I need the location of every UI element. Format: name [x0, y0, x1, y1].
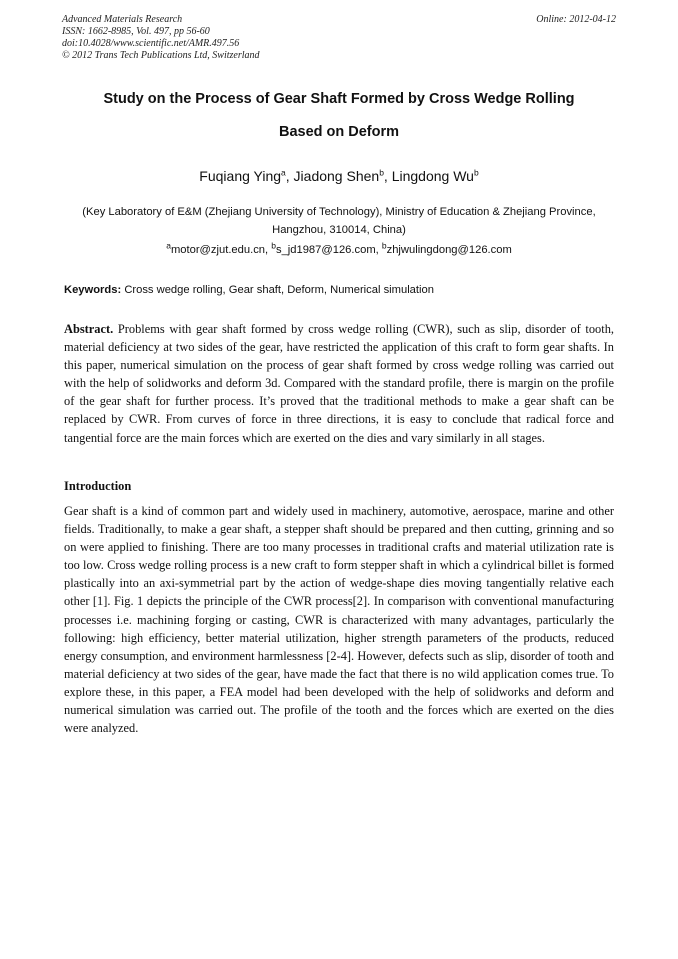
author-list — [40, 168, 638, 184]
introduction-heading: Introduction — [64, 479, 132, 493]
paper-title-line1: Study on the Process of Gear Shaft Formed by Cross Wedge Rolling — [103, 91, 575, 107]
email-marker: a — [166, 240, 171, 251]
email-list — [40, 240, 638, 256]
copyright-line: © 2012 Trans Tech Publications Ltd, Switzerland — [62, 50, 260, 61]
email-address[interactable]: s_jd1987@126.com — [275, 244, 376, 256]
online-date: Online: 2012-04-12 — [536, 14, 616, 25]
author-name: Fuqiang Ying — [199, 168, 282, 184]
email-separator: , — [265, 244, 272, 256]
journal-name: Advanced Materials Research — [62, 14, 183, 25]
author-affil-marker: b — [473, 167, 479, 178]
email-separator: , — [375, 244, 382, 256]
keywords-label: Keywords: — [64, 284, 122, 296]
keywords-text: Cross wedge rolling, Gear shaft, Deform, Numerical simulation — [124, 284, 434, 296]
author-affil-marker: a — [281, 167, 286, 178]
email-address[interactable]: zhjwulingdong@126.com — [386, 244, 512, 256]
abstract-text: Problems with gear shaft formed by cross wedge rolling (CWR), such as slip, disorder of tooth, material deficiency at two sides of the gear, have restricted the application of this craft to form gear shafts. In this paper, numerical simulation on the process of gear shaft formed by cross wedge rolling was carried out with the help of solidworks and deform 3d. Compared with the standard profile, there is margin on the profile of the gear shaft for further process. It’s proved that the traditional methods to make a gear shaft can be replaced by CWR. From curves of force in three directions, it is easy to conclude that radical force and tangential force are the main forces which are exerted on the dies and vary similarly in all stages. — [64, 322, 614, 445]
author-name: Lingdong Wu — [391, 168, 474, 184]
issn-line: ISSN: 1662-8985, Vol. 497, pp 56-60 — [62, 26, 210, 37]
author-name: Jiadong Shen — [293, 168, 380, 184]
email-address[interactable]: motor@zjut.edu.cn — [170, 244, 266, 256]
doi-line: doi:10.4028/www.scientific.net/AMR.497.56 — [62, 38, 240, 49]
journal-header — [62, 14, 616, 62]
email-marker: b — [381, 240, 387, 251]
keywords — [64, 284, 614, 296]
abstract-label: Abstract. — [64, 322, 114, 336]
affiliation: (Key Laboratory of E&M (Zhejiang University of Technology), Ministry of Education & Zhejiang Province, Hangzhou, 310014, China) — [82, 206, 596, 236]
introduction-body: Gear shaft is a kind of common part and widely used in machinery, automotive, aerospace, marine and other fields. Traditionally, to make a gear shaft, a stepper shaft should be prepared and then cutting, grinning and so on were applied to finishing. There are too many processes in traditional crafts and material utilization rate is too low. Cross wedge rolling process is a new craft to form stepper shaft in which a cylindrical billet is formed plastically into an axi-symmetrial part by the action of wedge-shape dies moving tangentially relative each other [1]. Fig. 1 depicts the principle of the CWR process[2]. In comparison with conventional manufacturing processes i.e. machining forging or casting, CWR is characterized with many advantages, particularly the following: high efficiency, better material utilization, higher strength parameters of the products, reduced energy consumption, and environment harmlessness [2-4]. However, defects such as slip, disorder of tooth and material deficiency at two sides of the gear, have made the fact that there is no wild application comes true. To explore these, in this paper, a FEA model had been developed with the help of solidworks and deform and numerical simulation was carried out. The profile of the tooth and the forces which are exerted on the dies were analyzed. — [64, 504, 614, 736]
author-separator: , — [383, 168, 392, 184]
author-affil-marker: b — [379, 167, 384, 178]
author-separator: , — [285, 168, 294, 184]
abstract — [64, 320, 614, 447]
paper-title-line2: Based on Deform — [278, 124, 400, 140]
email-marker: b — [271, 240, 276, 251]
